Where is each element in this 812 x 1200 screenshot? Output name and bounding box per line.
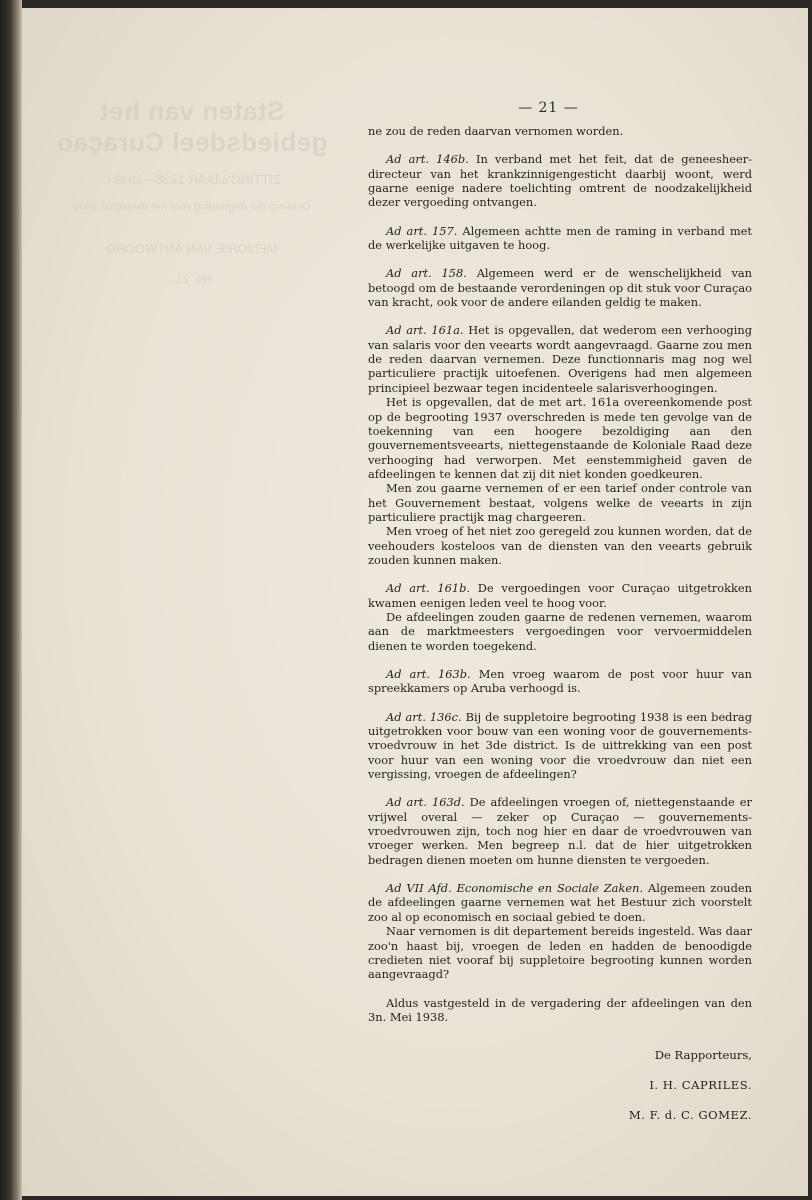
signature-heading: De Rapporteurs, bbox=[654, 1048, 752, 1062]
continuation-paragraph bbox=[368, 924, 752, 981]
section-paragraph bbox=[368, 266, 752, 309]
article-reference: Ad art. 161a. bbox=[386, 323, 464, 338]
continuation-paragraph bbox=[368, 610, 752, 653]
ghost-session: ZITTINGSJAAR 1938—1939 I. bbox=[103, 172, 281, 187]
section-paragraph bbox=[368, 581, 752, 610]
section-paragraph bbox=[368, 323, 752, 395]
closing-paragraph: Aldus vastgesteld in de vergadering der afdeelingen van den 3n. Mei 1938. bbox=[368, 995, 752, 1024]
paragraph-text: Men vroeg of het niet zoo geregeld zou kunnen worden, dat de veehouders kosteloos van de diensten van den veearts gebruik zouden kunnen maken. bbox=[368, 524, 752, 567]
ghost-number: No. 21. bbox=[172, 272, 212, 286]
ghost-doc: MEMORIE VAN ANTWOORD bbox=[106, 241, 278, 256]
continuation-paragraph bbox=[368, 481, 752, 524]
article-reference: Ad art. 146b. bbox=[386, 152, 469, 167]
paragraph-text: Men vroeg waarom de post voor huur van spreekkamers op Aruba verhoogd is. bbox=[368, 667, 752, 696]
ghost-subject: Ontwerp der Begrooting voor het dienstjaar 1939 bbox=[73, 201, 311, 213]
article-reference: Ad art. 158. bbox=[386, 266, 467, 281]
paragraph-text: Algemeen zouden de afdeelingen gaarne vernemen wat het Bestuur zich voorstelt zoo al op economisch en sociaal gebied te doen. bbox=[368, 881, 752, 924]
section-paragraph bbox=[368, 152, 752, 209]
section-paragraph bbox=[368, 710, 752, 782]
article-reference: Ad art. 163b. bbox=[386, 667, 471, 681]
section-paragraph bbox=[368, 667, 752, 696]
paragraph-text: Het is opgevallen, dat de met art. 161a overeenkomende post op de begrooting 1937 overschreden is mede ten gevolge van de toekenning van een hoogere bezoldiging aan den gouvernementsveearts, niettegenstaande de Koloniale Raad deze verhooging had verworpen. Met eenstemmigheid gaven de afdeelingen te kennen dat zij dit niet konden goedkeuren. bbox=[368, 395, 752, 481]
paragraph-text: De afdeelingen zouden gaarne de redenen vernemen, waarom aan de marktmeesters vergoedingen voor vervoermiddelen dienen te worden toegekend. bbox=[368, 609, 752, 653]
opening-line: ne zou de reden daarvan vernomen worden. bbox=[368, 124, 624, 138]
section-paragraph bbox=[368, 795, 752, 867]
paragraph-text: Algemeen achtte men de raming in verband met de werkelijke uitgaven te hoog. bbox=[368, 223, 752, 253]
article-reference: Ad art. 161b. bbox=[386, 581, 471, 596]
show-through-text bbox=[42, 96, 342, 286]
paragraph-text: De afdeelingen vroegen of, niettegenstaande er vrijwel overal — zeker op Curaçao — gouvernements-vroedvrouwen zijn, toch nog hier en daar de vroedvrouwen van vroeger werken. Men begreep n.l. dat de hier uitgetrokken bedragen dienen moeten om hunne diensten te vergoeden. bbox=[368, 795, 752, 867]
article-reference: Ad VII Afd. Economische en Sociale Zaken. bbox=[386, 881, 644, 896]
signature-name-2: M. F. d. C. GOMEZ. bbox=[628, 1108, 752, 1122]
paragraph-text: In verband met het feit, dat de geneesheer-directeur van het krankzinnigengesticht daarbij woont, werd gaarne eenige nadere toelichting omtrent de noodzakelijkheid dezer vergoeding ontvangen. bbox=[368, 152, 752, 210]
article-reference: Ad art. 136c. bbox=[386, 709, 462, 724]
section-paragraph bbox=[368, 881, 752, 924]
paragraph-text: Men zou gaarne vernemen of er een tarief onder controle van het Gouvernement bestaat, volgens welke de veearts in zijn particuliere practijk mag chargeeren. bbox=[368, 481, 752, 524]
paragraph-text: Naar vernomen is dit departement bereids ingesteld. Was daar zoo'n haast bij, vroegen de leden en hadden de benoodigde credieten niet vooraf bij suppletoire begrooting kunnen worden aangevraagd? bbox=[368, 924, 752, 982]
book-binding-edge bbox=[0, 0, 22, 1200]
continuation-paragraph bbox=[368, 524, 752, 567]
section-paragraph bbox=[368, 224, 752, 253]
article-reference: Ad art. 157. bbox=[386, 223, 458, 238]
page-number: — 21 — bbox=[518, 100, 579, 116]
continuation-paragraph bbox=[368, 395, 752, 481]
paragraph-text: Het is opgevallen, dat wederom een verhooging van salaris voor den veearts wordt aangevraagd. Gaarne zou men de reden daarvan vernemen. Deze functionnaris mag nog wel particuliere practijk uitoefenen. Overigens had men algemeen principieel bezwaar tegen incidenteele salarisverhoogingen. bbox=[368, 323, 752, 395]
signature-name-1: I. H. CAPRILES. bbox=[649, 1078, 752, 1092]
ghost-title: Staten van het gebiedsdeel Curaçao bbox=[56, 96, 328, 157]
article-reference: Ad art. 163d. bbox=[386, 795, 465, 810]
body-text bbox=[368, 124, 752, 1024]
paragraph-text: Algemeen werd er de wenschelijkheid van betoogd om de bestaande verordeningen op dit stuk voor Curaçao van kracht, ook voor de andere eilanden geldig te maken. bbox=[368, 266, 753, 310]
paragraph-text: De vergoedingen voor Curaçao uitgetrokken kwamen eenigen leden veel te hoog voor. bbox=[368, 581, 752, 610]
paragraph-text: Bij de suppletoire begrooting 1938 is een bedrag uitgetrokken voor bouw van een woning voor de gouvernements-vroedvrouw in het 3de district. Is de uittrekking van een post voor huur van een woning voor die vroedvrouw dan niet een vergissing, vroegen de afdeelingen? bbox=[368, 709, 752, 782]
